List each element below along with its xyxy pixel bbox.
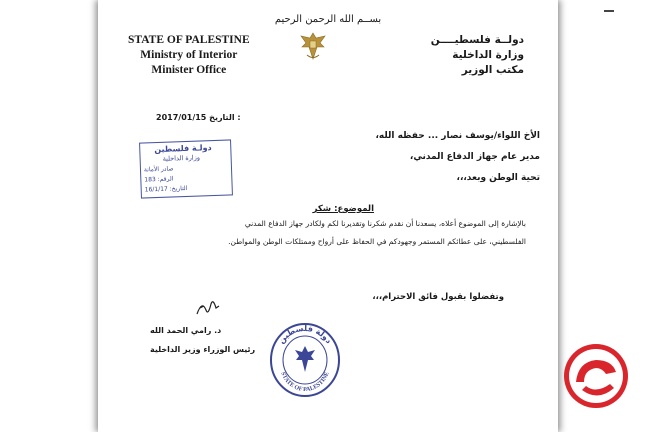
recipient-line: تحية الوطن وبعد،،، <box>456 173 540 183</box>
english-letterhead <box>128 33 250 78</box>
letter-page <box>98 0 558 432</box>
official-seal-icon <box>268 320 342 398</box>
signatory-title: رئيس الوزراء وزير الداخلية <box>150 345 256 354</box>
date-label: التاريخ : <box>209 113 241 122</box>
palestine-eagle-emblem-icon <box>298 30 328 62</box>
registry-stamp <box>139 139 233 198</box>
recipient-line: مدير عام جهاز الدفاع المدني، <box>409 152 540 162</box>
maan-news-logo-icon <box>562 342 630 410</box>
body-paragraph-line: بالإشارة إلى الموضوع أعلاه، يسعدنا أن نقدم شكرنا وتقديرنا لكم ولكادر جهاز الدفاع المدني <box>244 219 526 228</box>
body-paragraph-line: الفلسطيني، على عطائكم المستمر وجهودكم في الحفاظ على أرواح وممتلكات الوطن والمواطن. <box>228 237 526 246</box>
svg-text:دولة فلسطين <box>277 324 334 346</box>
recipient-line: الأخ اللواء/يوسف نصار ... حفظه الله، <box>375 131 540 141</box>
letterhead-office: Minister Office <box>151 64 227 76</box>
handwritten-signature-icon <box>194 296 222 318</box>
closing-line: وتفضلوا بقبول فائق الاحترام،،، <box>372 292 504 302</box>
letterhead-state: STATE OF PALESTINE <box>128 34 250 46</box>
bismillah: بســم الله الرحمن الرحيم <box>274 14 382 25</box>
seal-top-text: دولة فلسطين <box>276 323 334 346</box>
corner-mark <box>604 10 614 12</box>
signatory-name: د. رامي الحمد الله <box>150 326 222 335</box>
letterhead-ministry: Ministry of Interior <box>140 49 238 61</box>
stamp-line: الرقم: 183 <box>144 175 174 184</box>
stamp-ministry: وزارة الداخلية <box>162 153 201 163</box>
seal-bottom-text: STATE OF PALESTINE <box>279 371 331 394</box>
subject-line: الموضوع: شكر <box>312 204 374 214</box>
letterhead-ministry-ar: وزارة الداخلية <box>452 49 524 61</box>
date-row <box>156 113 241 122</box>
date-value: 2017/01/15 <box>156 113 207 122</box>
stamp-header: دولـة فلسطين <box>154 143 212 155</box>
arabic-letterhead <box>431 33 524 78</box>
letterhead-state-ar: دولــة فلسطيــــن <box>430 34 524 46</box>
stamp-line: التاريخ: 16/1/17 <box>144 184 188 194</box>
letterhead-office-ar: مكتب الوزير <box>461 64 524 76</box>
stamp-line: صادر الأمانة <box>143 165 174 174</box>
